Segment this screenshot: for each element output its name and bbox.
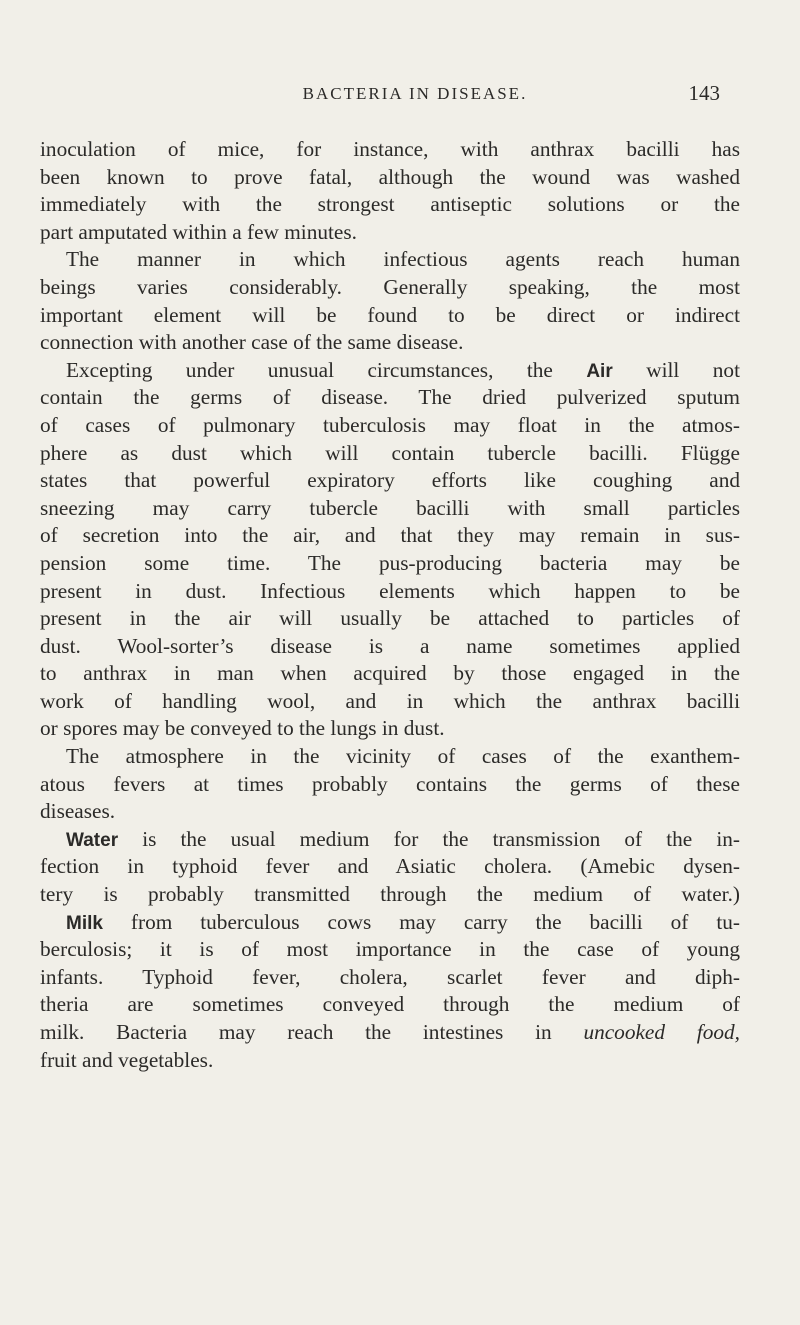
italic-term: uncooked food, [583,1020,740,1044]
text-span: Excepting under unusual circumstances, the [66,357,587,382]
text-line: present in the air will usually be attached to particles of [40,606,740,631]
bold-term: Milk [66,912,103,934]
text-line: phere as dust which will contain tubercle bacilli. Flügge [40,440,740,465]
text-line: inoculation of mice, for instance, with anthrax bacilli has [40,137,740,161]
text-line: fruit and vegetables. [40,1047,214,1072]
bold-term: Air [586,360,613,382]
text-line: to anthrax in man when acquired by those engaged in the [40,661,740,686]
text-line: fection in typhoid fever and Asiatic cholera. (Amebic dysen- [40,854,740,879]
text-line: important element will be found to be direct or indirect [40,302,740,327]
body-text [40,136,740,1074]
text-line: of secretion into the air, and that they may remain in sus- [40,523,740,548]
text-line: tery is probably transmitted through the medium of water.) [40,882,740,907]
text-line [40,826,740,854]
text-line: beings varies considerably. Generally speaking, the most [40,274,740,299]
text-line: or spores may be conveyed to the lungs in dust. [40,716,445,741]
text-line [40,909,740,937]
bold-term: Water [66,829,119,851]
text-line: The manner in which infectious agents reach human [66,247,740,272]
text-line: part amputated within a few minutes. [40,219,357,244]
text-line: work of handling wool, and in which the anthrax bacilli [40,688,740,713]
text-line: dust. Wool-sorter’s disease is a name sometimes applied [40,633,740,658]
text-line [40,1019,740,1047]
text-line: present in dust. Infectious elements which happen to be [40,578,740,603]
text-line: diseases. [40,799,116,824]
page-number: 143 [688,81,720,105]
page-header [40,81,720,114]
text-line: sneezing may carry tubercle bacilli with small particles [40,495,740,520]
text-line: theria are sometimes conveyed through the medium of [40,992,740,1017]
text-line: been known to prove fatal, although the wound was washed [40,164,740,189]
running-head: BACTERIA IN DISEASE. [302,84,528,103]
text-line: infants. Typhoid fever, cholera, scarlet fever and diph- [40,964,740,989]
text-line: pension some time. The pus-producing bacteria may be [40,550,740,575]
text-span: is the usual medium for the transmission of the in- [118,826,740,851]
text-line: connection with another case of the same disease. [40,330,464,355]
text-line: states that powerful expiratory efforts like coughing and [40,468,740,493]
text-line [40,357,740,385]
text-line: berculosis; it is of most importance in the case of young [40,937,740,962]
text-line: of cases of pulmonary tuberculosis may float in the atmos- [40,412,740,437]
text-line: The atmosphere in the vicinity of cases of the exanthem- [66,744,740,769]
text-line: atous fevers at times probably contains the germs of these [40,771,740,796]
text-line: contain the germs of disease. The dried pulverized sputum [40,385,740,410]
text-span: from tuberculous cows may carry the bacilli of tu- [102,909,740,934]
text-span: will not [612,357,740,382]
text-line: immediately with the strongest antiseptic solutions or the [40,192,740,217]
text-span: milk. Bacteria may reach the intestines in [40,1020,584,1044]
